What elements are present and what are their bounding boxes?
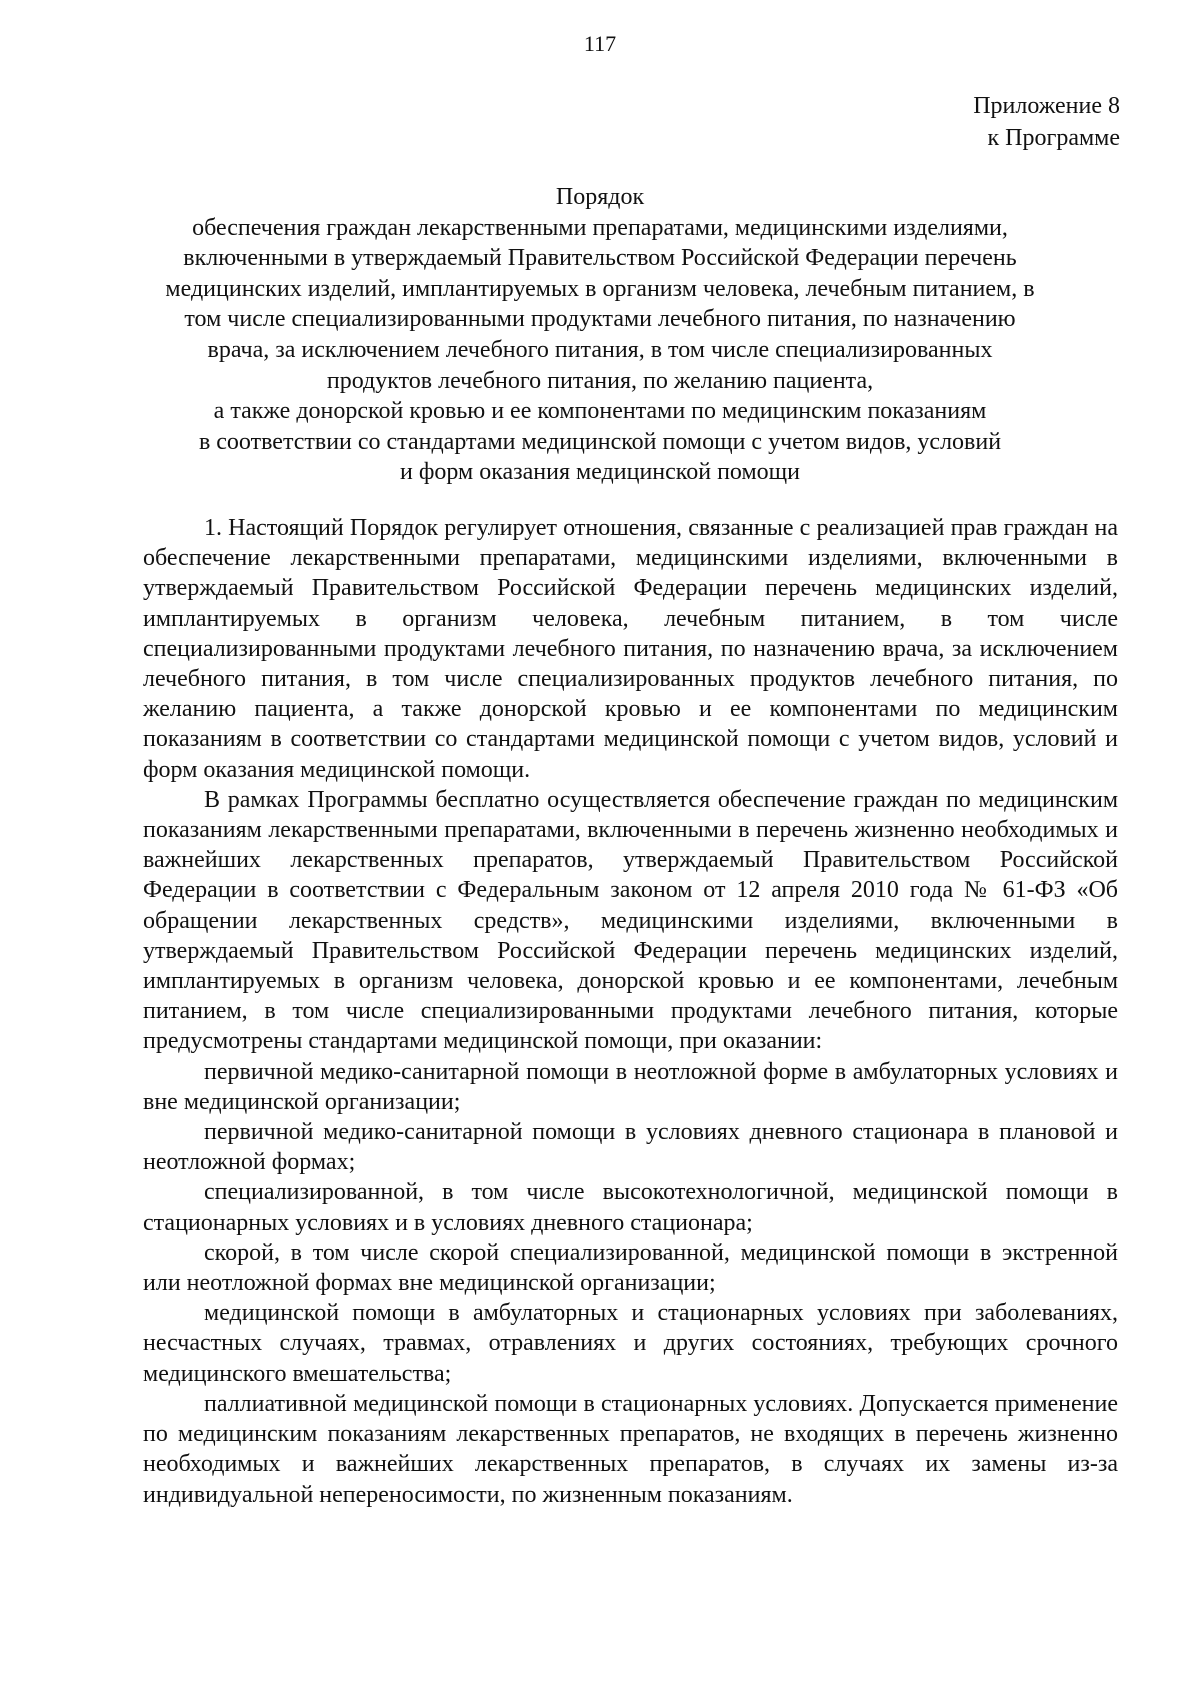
page-number: 117: [583, 31, 617, 56]
paragraph: скорой, в том числе скорой специализированной, медицинской помощи в экстренной или неотложной формах вне медицинской организации;: [143, 1239, 1118, 1297]
title-line: том числе специализированными продуктами лечебного питания, по назначению: [184, 306, 1016, 333]
paragraph: 1. Настоящий Порядок регулирует отношения, связанные с реализацией прав граждан на обеспечение лекарственными препаратами, медицинскими изделиями, включенными в утверждаемый Правительством Российской Федерации перечень медицинских изделий, имплантируемых в организм человека, лечебным питанием, в том числе специализированными продуктами лечебного питания, по назначению врача, за исключением лечебного питания, в том числе специализированных продуктов лечебного питания, по желанию пациента, а также донорской кровью и ее компонентами по медицинским показаниям в соответствии со стандартами медицинской помощи с учетом видов, условий и форм оказания медицинской помощи.: [143, 515, 1118, 783]
document-title: [140, 182, 1060, 488]
paragraph: паллиативной медицинской помощи в стационарных условиях. Допускается применение по медицинским показаниям лекарственных препаратов, не входящих в перечень жизненно необходимых и важнейших лекарственных препаратов, в случаях их замены из-за индивидуальной непереносимости, по жизненным показаниям.: [143, 1390, 1118, 1508]
paragraph: В рамках Программы бесплатно осуществляется обеспечение граждан по медицинским показаниям лекарственными препаратами, включенными в перечень жизненно необходимых и важнейших лекарственных препаратов, утверждаемый Правительством Российской Федерации в соответствии с Федеральным законом от 12 апреля 2010 года № 61-ФЗ «Об обращении лекарственных средств», медицинскими изделиями, включенными в утверждаемый Правительством Российской Федерации перечень медицинских изделий, имплантируемых в организм человека, донорской кровью и ее компонентами, лечебным питанием, в том числе специализированными продуктами лечебного питания, которые предусмотрены стандартами медицинской помощи, при оказании:: [143, 786, 1118, 1055]
appendix-line: Приложение 8: [973, 93, 1120, 119]
title-line: медицинских изделий, имплантируемых в организм человека, лечебным питанием, в: [165, 275, 1035, 302]
title-line: включенными в утверждаемый Правительством Российской Федерации перечень: [183, 245, 1017, 272]
appendix-line: к Программе: [987, 125, 1120, 151]
title-line: врача, за исключением лечебного питания, в том числе специализированных: [207, 336, 993, 363]
title-line: обеспечения граждан лекарственными препаратами, медицинскими изделиями,: [192, 214, 1008, 241]
document-body: [143, 513, 1118, 1510]
paragraph: медицинской помощи в амбулаторных и стационарных условиях при заболеваниях, несчастных случаях, травмах, отравлениях и других состояниях, требующих срочного медицинского вмешательства;: [143, 1300, 1118, 1387]
title-line: а также донорской кровью и ее компонентами по медицинским показаниям: [213, 398, 987, 425]
title-line: в соответствии со стандартами медицинской помощи с учетом видов, условий: [198, 428, 1002, 455]
appendix-reference: [973, 90, 1120, 154]
paragraph: первичной медико-санитарной помощи в условиях дневного стационара в плановой и неотложной формах;: [143, 1119, 1118, 1176]
title-heading: Порядок: [555, 184, 645, 210]
title-line: продуктов лечебного питания, по желанию пациента,: [326, 367, 874, 394]
paragraph: первичной медико-санитарной помощи в неотложной форме в амбулаторных условиях и вне медицинской организации;: [143, 1058, 1118, 1115]
paragraph: специализированной, в том числе высокотехнологичной, медицинской помощи в стационарных условиях и в условиях дневного стационара;: [143, 1179, 1118, 1236]
title-line: и форм оказания медицинской помощи: [400, 459, 800, 486]
